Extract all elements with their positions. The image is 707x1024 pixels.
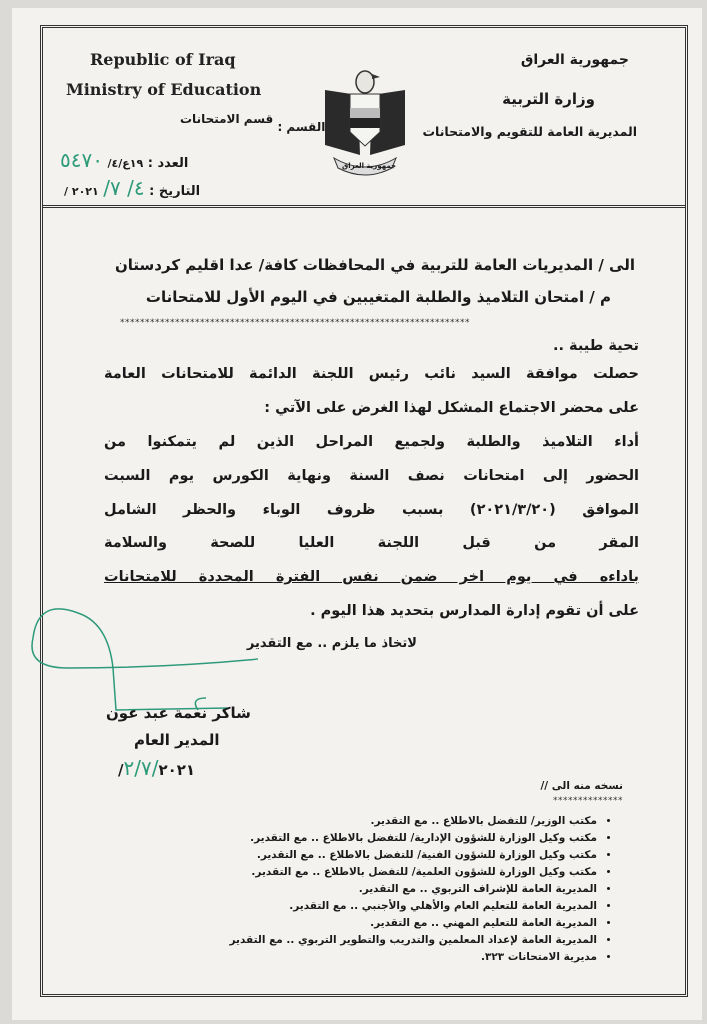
emblem-caption: جمهورية العراق bbox=[342, 162, 397, 170]
signature-date bbox=[118, 756, 195, 780]
section-row bbox=[180, 112, 326, 134]
copy-recipient: • مكتب وكيل الوزارة للشؤون العلمية/ للتفضل بالاطلاع .. مع التقدير. bbox=[230, 864, 597, 881]
header-ar-ministry: وزارة التربية bbox=[502, 90, 595, 108]
header-ar-republic: جمهورية العراق bbox=[520, 52, 629, 68]
signatory-name: شاكر نعمة عبد عون bbox=[106, 704, 251, 722]
signature-date-handwritten: ٢/٧/ bbox=[123, 756, 159, 780]
copy-recipient: • المديرية العامة لإعداد المعلمين والتدريب والتطوير التربوي .. مع التقدير bbox=[230, 932, 597, 949]
number-printed: ١٩ع/٤/ bbox=[107, 157, 144, 170]
letter-greeting: تحية طيبة .. bbox=[552, 338, 639, 354]
number-label: العدد : bbox=[147, 156, 189, 171]
signature-date-printed: ٢٠٢١/ bbox=[118, 761, 196, 779]
copies-heading: نسخه منه الى // bbox=[540, 780, 623, 792]
number-row bbox=[60, 148, 188, 172]
date-label: التاريخ : bbox=[149, 184, 201, 199]
copies-stars: ************** bbox=[553, 796, 623, 806]
body-line: المقر من قبل اللجنة العليا للصحة والسلامة bbox=[104, 535, 639, 551]
section-label: القسم : bbox=[277, 120, 326, 134]
body-line: على أن تقوم إدارة المدارس بتحديد هذا اليوم . bbox=[310, 603, 639, 619]
section-value: قسم الامتحانات bbox=[180, 112, 274, 126]
copy-recipient: • المديرية العامة للتعليم العام والأهلي والأجنبي .. مع التقدير. bbox=[230, 898, 597, 915]
header-ar-directorate: المديرية العامة للتقويم والامتحانات bbox=[422, 124, 637, 139]
number-handwritten: ٥٤٧٠ bbox=[60, 148, 103, 172]
copy-recipient: • مكتب الوزير/ للتفضل بالاطلاع .. مع التقدير. bbox=[230, 813, 597, 830]
letter-closing: لاتخاذ ما يلزم .. مع التقدير bbox=[246, 636, 417, 651]
copies-list bbox=[230, 813, 615, 966]
iraq-emblem-icon bbox=[320, 60, 410, 180]
date-row bbox=[64, 176, 200, 200]
body-line: أداء التلاميذ والطلبة ولجميع المراحل الذين لم يتمكنوا من bbox=[104, 434, 639, 450]
header-en-ministry: Ministry of Education bbox=[66, 80, 262, 99]
handwritten-signature-icon bbox=[28, 598, 258, 718]
copy-recipient: • المديرية العامة للإشراف التربوي .. مع التقدير. bbox=[230, 881, 597, 898]
copy-recipient: • مكتب وكيل الوزارة للشؤون الفنية/ للتفضل بالاطلاع .. مع التقدير. bbox=[230, 847, 597, 864]
letter-stars-divider: ********************************************************************** bbox=[120, 318, 470, 328]
copy-recipient: • مكتب وكيل الوزارة للشؤون الإدارية/ للتفضل بالاطلاع .. مع التقدير. bbox=[230, 830, 597, 847]
body-line: الموافق (٢٠٢١/٣/٢٠) بسبب ظروف الوباء والحظر الشامل bbox=[104, 502, 640, 518]
copy-recipient: • مديرية الامتحانات ٣٢٣. bbox=[230, 949, 597, 966]
letter-subject: م / امتحان التلاميذ والطلبة المتغيبين في اليوم الأول للامتحانات bbox=[145, 288, 611, 306]
signatory-title: المدير العام bbox=[134, 731, 220, 749]
header-divider bbox=[42, 205, 686, 208]
date-printed: ٢٠٢١ / bbox=[64, 185, 99, 198]
date-handwritten: ٤/ ٧/ bbox=[103, 176, 145, 200]
body-line: حصلت موافقة السيد نائب رئيس اللجنة الدائمة للامتحانات العامة bbox=[104, 366, 639, 382]
copy-recipient: • المديرية العامة للتعليم المهني .. مع التقدير. bbox=[230, 915, 597, 932]
header-en-republic: Republic of Iraq bbox=[90, 50, 236, 69]
body-line-underlined: باداءه في يوم اخر ضمن نفس الفترة المحددة للامتحانات bbox=[104, 569, 639, 585]
letter-recipient: الى / المديريات العامة للتربية في المحافظات كافة/ عدا اقليم كردستان bbox=[114, 256, 635, 274]
body-line: الحضور إلى امتحانات نصف السنة ونهاية الكورس يوم السبت bbox=[104, 468, 639, 484]
body-line: على محضر الاجتماع المشكل لهذا الغرض على الآتي : bbox=[264, 400, 639, 416]
